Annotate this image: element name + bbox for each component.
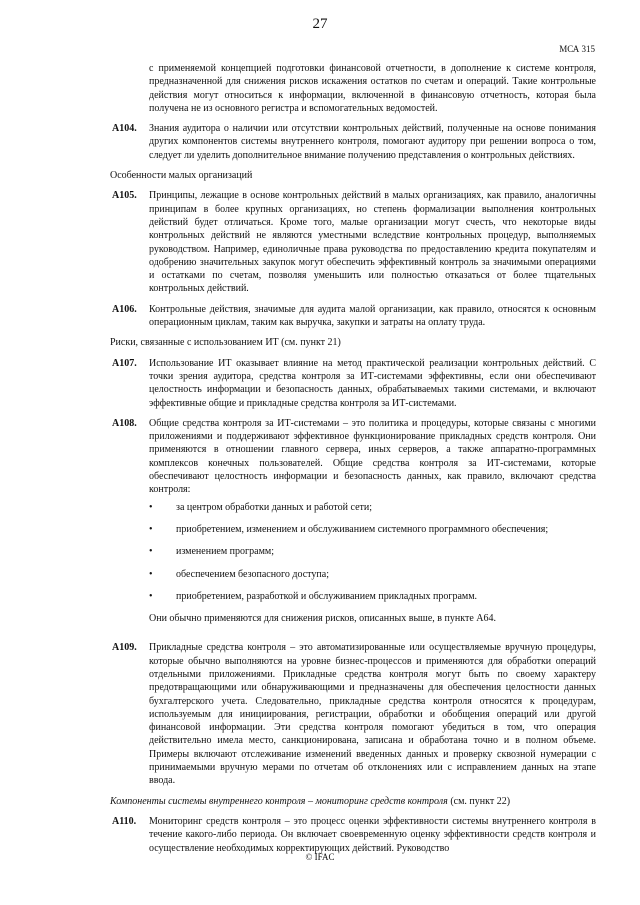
- list-item-text: приобретением, разработкой и обслуживанием прикладных программ.: [176, 590, 478, 602]
- document-body: [112, 62, 596, 862]
- paragraph-text: Знания аудитора о наличии или отсутствии контрольных действий, полученные на основе понимания других компонентов системы внутреннего контроля, помогают аудитору при решении вопроса о том, следует ли уделить дополнительное внимание получению представления о контрольных действиях.: [149, 123, 596, 161]
- heading-italic-part: Компоненты системы внутреннего контроля – мониторинг средств контроля: [110, 795, 448, 807]
- paragraph-text: Контрольные действия, значимые для аудита малой организации, как правило, относятся к основным операционным циклам, таким как выручка, закупки и затраты на оплату труда.: [149, 303, 596, 329]
- paragraph-text: Прикладные средства контроля – это автоматизированные или осуществляемые вручную процедуры, которые обычно выполняются на уровне бизнес-процессов и применяются для обработки операций отдельными приложениями. Прикладные средства контроля могут быть по своему характеру предотвращающими или обнаруживающими и предназначены для обеспечения целостности данных бухгалтерского учета. Следовательно, прикладные средства контроля относятся к процедурам, используемым для инициирования, регистрации, обработки и обобщения операций или другой финансовой информации. Эти средства контроля помогают убедиться в том, что операция действительно имела место, санкционирована, записана и обработана точно и в полном объеме. Примеры включают отслеживание изменений введенных данных и проверку сквозной нумерации с принимаемыми вручную мерами по отчетам об отклонениях или с исправлением данных на этапе ввода.: [149, 642, 596, 787]
- paragraph-text-after-list: Они обычно применяются для снижения рисков, описанных выше, в пункте A64.: [149, 613, 496, 625]
- paragraph-number: A107.: [112, 357, 137, 369]
- paragraph-text: Общие средства контроля за ИТ-системами – это политика и процедуры, которые связаны с многими приложениями и поддерживают эффективное функционирование прикладных средств контроля. Они применяются в отношении главного сервера, иных серверов, а также аппаратно-программных комплексов конечных пользователей. Общие средства контроля за ИТ-системами, которые обеспечивают целостность информации и безопасность данных, как правило, включают средства контроля:: [149, 417, 596, 496]
- paragraph-a108: [112, 417, 596, 635]
- paragraph-continuation: с применяемой концепцией подготовки финансовой отчетности, в дополнение к системе контроля, предназначенной для снижения рисков искажения остатков по счетам и операций. Такие контрольные действия могут относиться к информации, включенной в финансовую отчетность, которая была получена не из основного регистра и вспомогательных ведомостей.: [149, 63, 596, 114]
- paragraph-number: A108.: [112, 417, 137, 429]
- paragraph-text: Принципы, лежащие в основе контрольных действий в малых организациях, как правило, аналогичны принципам в более крупных организациях, но степень формализации выполнения контрольных действий будет отличаться. Кроме того, малые организации могут счесть, что некоторые виды контрольных действий не являются уместными вследствие контрольных процедур, выполняемых руководством. Например, единоличные права руководства по предоставлению кредита покупателям и одобрению значительных закупок могут обеспечить эффективный контроль за значимыми операциями и остатками по счетам, позволяя уменьшить или полностью отказаться от более тщательных контрольных действий.: [149, 190, 596, 295]
- list-item-text: приобретением, изменением и обслуживанием системного программного обеспечения;: [176, 523, 549, 535]
- list-item: [149, 545, 596, 558]
- paragraph-text: Использование ИТ оказывает влияние на метод практической реализации контрольных действий. С точки зрения аудитора, средства контроля за ИТ-системами эффективны, если они обеспечивают целостность информации и безопасность данных, обрабатываемых такими системами, и включают эффективные общие и прикладные средства контроля за ИТ-системами.: [149, 357, 596, 409]
- bullet-icon: •: [149, 501, 153, 513]
- bullet-icon: •: [149, 568, 153, 580]
- bullet-icon: •: [149, 523, 153, 535]
- paragraph-a107: [112, 357, 596, 410]
- copyright-footer: © IFAC: [305, 852, 335, 862]
- list-item-text: за центром обработки данных и работой сети;: [176, 501, 373, 513]
- paragraph-text-block: [149, 417, 596, 635]
- paragraph-a104: [112, 122, 596, 162]
- paragraph-number: A110.: [112, 815, 137, 827]
- list-item: [149, 590, 596, 603]
- list-item: [149, 523, 596, 536]
- paragraph-text: Мониторинг средств контроля – это процесс оценки эффективности системы внутреннего контроля в течение какого-либо периода. Он включает своевременную оценку эффективности средств контроля и осуществление необходимых корректирующих действий. Руководство: [149, 815, 596, 854]
- list-item-text: изменением программ;: [176, 546, 275, 558]
- section-heading-it-risks: Риски, связанные с использованием ИТ (см. пункт 21): [110, 337, 341, 349]
- bullet-list: [149, 501, 596, 603]
- bullet-icon: •: [149, 546, 153, 558]
- list-item-text: обеспечением безопасного доступа;: [176, 568, 329, 580]
- paragraph-a105: [112, 189, 596, 295]
- paragraph-number: A105.: [112, 190, 137, 202]
- paragraph-number: A106.: [112, 303, 137, 315]
- list-item: [149, 501, 596, 514]
- paragraph-a106: [112, 303, 596, 330]
- document-code: МСА 315: [559, 44, 595, 54]
- paragraph-number: A109.: [112, 642, 137, 654]
- section-heading-monitoring: [110, 795, 596, 808]
- list-item: [149, 568, 596, 581]
- paragraph-a109: [112, 641, 596, 787]
- heading-reference: (см. пункт 22): [447, 795, 511, 807]
- page-number: 27: [312, 16, 328, 32]
- paragraph-a110: [112, 815, 596, 855]
- bullet-icon: •: [149, 590, 153, 602]
- section-heading-small-entities: Особенности малых организаций: [110, 170, 253, 182]
- paragraph-number: A104.: [112, 123, 137, 135]
